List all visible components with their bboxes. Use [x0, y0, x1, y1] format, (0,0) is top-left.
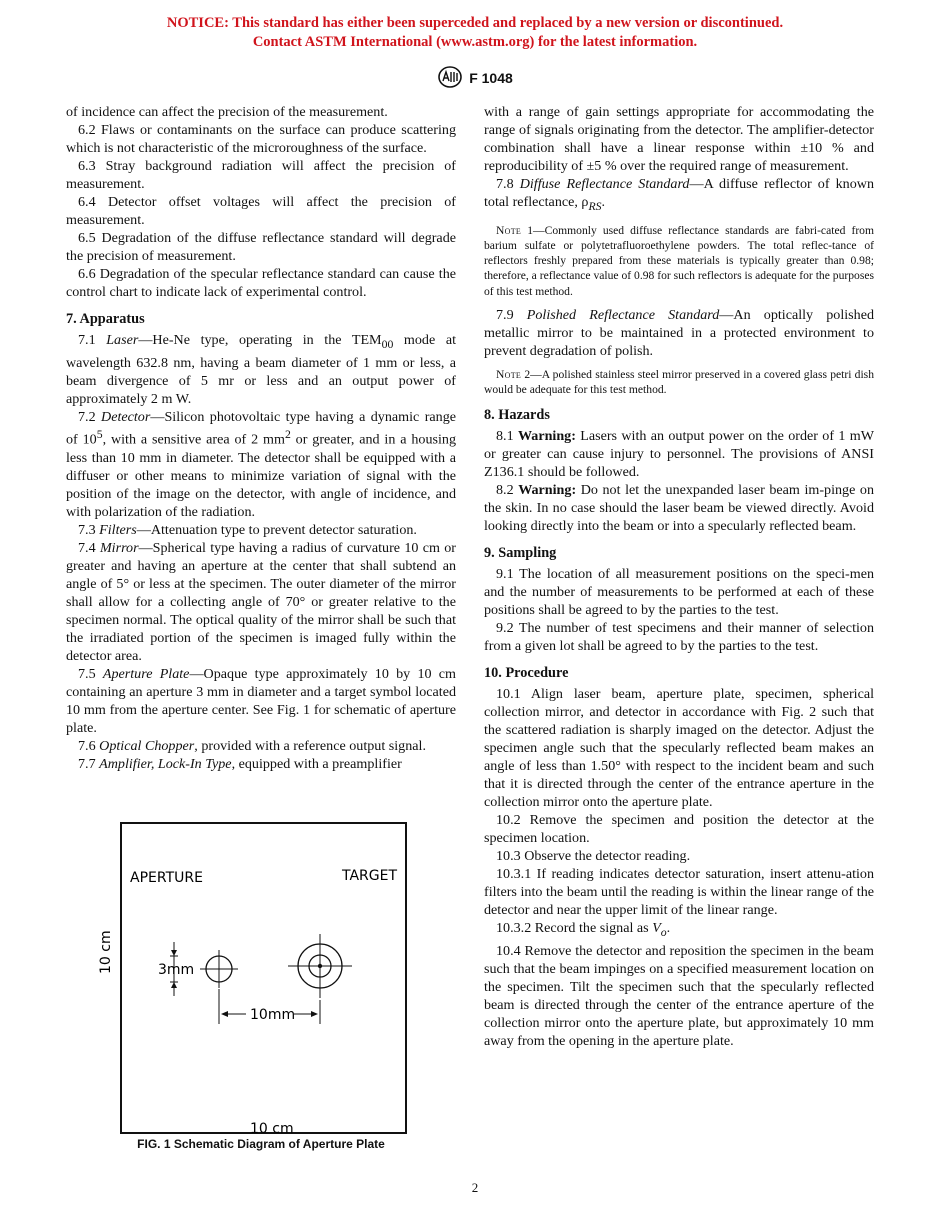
page-header	[0, 66, 950, 88]
paragraph-6-2: 6.2 Flaws or contaminants on the surface can produce scattering which is not characteristic of the microroughness of the surface.	[66, 122, 456, 156]
paragraph-7-2: 7.2 Detector—Silicon photovoltaic type having a dynamic range of $10^5$, with a sensitive area of 2 $mm^2$ or greater, and in a housing less than 10 mm in diameter. The detector shall be equipped with a diffuser or other means to minimize variation of signal with the position of the image on the detector, with angle of incidence, and with polarization of the radiation.	[66, 408, 456, 520]
paragraph-10-3-2: 10.3.2 Record the signal as $V_o$.	[496, 920, 671, 940]
notice-line-2: Contact ASTM International (www.astm.org) for the latest information.	[252, 34, 698, 50]
astm-logo-icon	[437, 66, 463, 88]
section-heading-procedure: 10. Procedure	[484, 665, 569, 682]
paragraph-10-3-1: 10.3.1 If reading indicates detector saturation, insert attenu-ation filters into the beam until the reading is within the linear range of the detector and near the upper limit of the linear range.	[484, 866, 874, 919]
paragraph-10-2: 10.2 Remove the specimen and position the detector at the specimen location.	[484, 812, 874, 847]
diameter-label: 3mm	[158, 962, 195, 978]
aperture-plate-diagram	[98, 824, 405, 1137]
paragraph-8-2: 8.2 Warning: Do not let the unexpanded laser beam im-pinge on the skin. In no case should the laser beam be viewed directly. Avoid looking directly into the beam or into a specularly reflected beam.	[484, 482, 874, 535]
bottom-dimension-label: 10 cm	[250, 1121, 294, 1137]
diameter-dimension	[158, 942, 194, 996]
notice-banner	[0, 14, 950, 52]
paragraph-7-5: 7.5 Aperture Plate—Opaque type approximately 10 by 10 cm containing an aperture 3 mm in diameter and a target symbol located 10 mm from the aperture center. See Fig. 1 for schematic of aperture plate.	[66, 665, 457, 736]
paragraph-6-3: 6.3 Stray background radiation will affect the precision of measurement.	[66, 158, 456, 192]
paragraph: of incidence can affect the precision of the measurement.	[66, 104, 388, 120]
paragraph-7-7-continued: with a range of gain settings appropriate for accommodating the range of signals originating from the detector. The amplifier-detector combination shall have a linear response within ±10 % and reproducibility of ±5 % over the required range of measurement.	[484, 104, 874, 174]
paragraph-7-1: 7.1 Laser—He-Ne type, operating in the $TEM_{00}$ mode at wavelength 632.8 nm, having a beam diameter of 1 mm or less, a beam divergence of 5 mr or less and an output power of approximately 2 m W.	[66, 332, 456, 407]
target-label: TARGET	[342, 868, 398, 884]
spacing-label: 10mm	[250, 1007, 296, 1023]
paragraph-10-4: 10.4 Remove the detector and reposition the specimen in the beam such that the beam impinges on a specified measurement location on the specimen. Tilt the specimen such that the specularly reflected beam is directed through the center of the entrance aperture of the collection mirror onto the aperture plate, but approximately 10 mm away from the opening in the aperture plate.	[484, 943, 874, 1050]
target-symbol	[288, 934, 352, 998]
aperture-label: APERTURE	[130, 870, 203, 886]
paragraph-7-3: 7.3 Filters—Attenuation type to prevent detector saturation.	[78, 521, 417, 538]
paragraph-7-7: 7.7 Amplifier, Lock-In Type, equipped with a preamplifier	[78, 755, 402, 772]
paragraph-10-1: 10.1 Align laser beam, aperture plate, specimen, spherical collection mirror, and detector in accordance with Fig. 2 such that the scattered radiation is sharply imaged on the detector. Adjust the specimen angle such that the specularly reflected beam makes an angle of less than 1.50° with respect to the incident beam and such that it is directed through the center of the entrance aperture in the collection mirror onto the aperture plate.	[484, 686, 874, 811]
paragraph-6-6: 6.6 Degradation of the specular reflectance standard can cause the control chart to indicate lack of experimental control.	[66, 266, 456, 300]
aperture-symbol	[200, 950, 238, 988]
paragraph-7-6: 7.6 Optical Chopper, provided with a reference output signal.	[78, 737, 426, 754]
paragraph-8-1: 8.1 Warning: Lasers with an output power on the order of 1 mW or greater can cause injury to personnel. The provisions of ANSI Z136.1 should be followed.	[484, 428, 874, 481]
note-1: Note 1—Commonly used diffuse reflectance standards are fabri-cated from barium sulfate or polytetrafluoroethylene powders. The total reflec-tance of reflectors freshly prepared from these materials is typically greater than 0.98; therefore, a reflectance value of 0.98 for such reflectors is adequate for the purposes of this test method.	[484, 223, 874, 298]
designation: F 1048	[469, 70, 513, 86]
aperture-plate-figure	[98, 822, 407, 1137]
figure-caption: FIG. 1 Schematic Diagram of Aperture Plate	[137, 1137, 385, 1151]
section-heading-apparatus: 7. Apparatus	[66, 311, 145, 327]
page-number: 2	[471, 1180, 479, 1195]
side-dimension-label: 10 cm	[98, 930, 114, 974]
note-2: Note 2—A polished stainless steel mirror preserved in a covered glass petri dish would be adequate for this test method.	[484, 367, 874, 397]
section-heading-hazards: 8. Hazards	[484, 407, 550, 424]
notice-line-1: NOTICE: This standard has either been superceded and replaced by a new version or discontinued.	[166, 15, 784, 31]
paragraph-7-4: 7.4 Mirror—Spherical type having a radius of curvature 10 cm or greater and having an aperture at the center that shall subtend an angle of 5° or less at the specimen. The outer diameter of the mirror shall allow for a collecting angle of 70° or greater relative to the specimen normal. The optical quality of the mirror shall be such that the irradiated portion of the specimen is imaged fully within the detector area.	[66, 539, 457, 664]
section-heading-sampling: 9. Sampling	[484, 545, 557, 562]
paragraph-9-1: 9.1 The location of all measurement positions on the speci-men and the number of measurements to be performed at each of these positions shall be agreed to by the parties to the test.	[484, 566, 874, 619]
paragraph-7-9: 7.9 Polished Reflectance Standard—An optically polished metallic mirror to be maintained in a protected environment to prevent degradation of polish.	[484, 306, 874, 359]
paragraph-7-8: 7.8 Diffuse Reflectance Standard—A diffuse reflector of known total reflectance, $\rho_{RS}$.	[484, 176, 874, 213]
spacing-dimension	[219, 989, 320, 1024]
paragraph-9-2: 9.2 The number of test specimens and their manner of selection from a given lot shall be agreed to by the parties to the test.	[484, 620, 874, 655]
right-column	[484, 103, 874, 1050]
paragraph-6-4: 6.4 Detector offset voltages will affect the precision of measurement.	[66, 194, 456, 228]
paragraph-6-5: 6.5 Degradation of the diffuse reflectance standard will degrade the precision of measurement.	[66, 230, 456, 264]
left-column	[66, 103, 456, 773]
paragraph-10-3: 10.3 Observe the detector reading.	[496, 848, 691, 865]
